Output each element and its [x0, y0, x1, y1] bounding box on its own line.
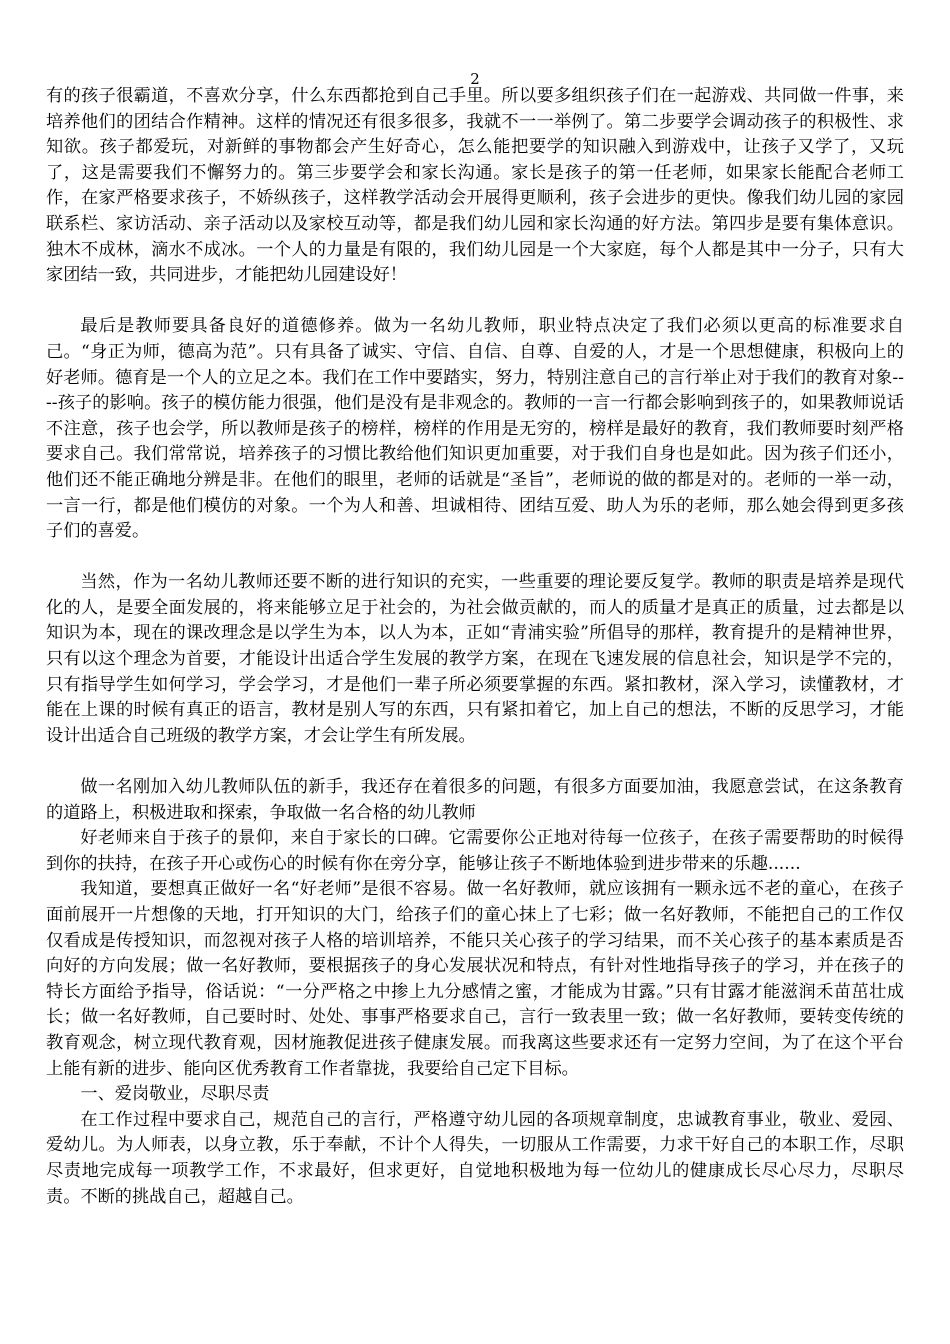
document-body — [46, 84, 904, 1210]
page-number: 2 — [470, 70, 480, 88]
section-heading: 一、爱岗敬业，尽职尽责 — [80, 1084, 270, 1105]
paragraph: 有的孩子很霸道，不喜欢分享，什么东西都抢到自己手里。所以要多组织孩子们在一起游戏、共同做一件事，来培养他们的团结合作精神。这样的情况还有很多很多，我就不一一举例了。第二步要学会调动孩子的积极性、求知欲。孩子都爱玩，对新鲜的事物都会产生好奇心，怎么能把要学的知识融入到游戏中，让孩子又学了，又玩了，这是需要我们不懈努力的。第三步要学会和家长沟通。家长是孩子的第一任老师，如果家长能配合老师工作，在家严格要求孩子，不娇纵孩子，这样教学活动会开展得更顺利，孩子会进步的更快。像我们幼儿园的家园联系栏、家访活动、亲子活动以及家校互动等，都是我们幼儿园和家长沟通的好方法。第四步是要有集体意识。独木不成林，滴水不成冰。一个人的力量是有限的，我们幼儿园是一个大家庭，每个人都是其中一分子，只有大家团结一致，共同进步，才能把幼儿园建设好！ — [46, 86, 904, 286]
paragraph: 当然，作为一名幼儿教师还要不断的进行知识的充实，一些重要的理论要反复学。教师的职责是培养是现代化的人，是要全面发展的，将来能够立足于社会的，为社会做贡献的，而人的质量才是真正的质量，过去都是以知识为本，现在的课改理念是以学生为本，以人为本，正如“青浦实验”所倡导的那样，教育提升的是精神世界，只有以这个理念为首要，才能设计出适合学生发展的教学方案，在现在飞速发展的信息社会，知识是学不完的，只有指导学生如何学习，学会学习，才是他们一辈子所必须要掌握的东西。紧扣教材，深入学习，读懂教材，才能在上课的时候有真正的语言，教材是别人写的东西，只有紧扣着它，加上自己的想法，不断的反思学习，才能设计出适合自己班级的教学方案，才会让学生有所发展。 — [46, 572, 904, 746]
paragraph: 做一名刚加入幼儿教师队伍的新手，我还存在着很多的问题，有很多方面要加油，我愿意尝试，在这条教育的道路上，积极进取和探索，争取做一名合格的幼儿教师 — [46, 777, 904, 823]
paragraph-gap — [46, 749, 904, 775]
paragraph: 我知道，要想真正做好一名“好老师”是很不容易。做一名好教师，就应该拥有一颗永远不老的童心，在孩子面前展开一片想像的天地，打开知识的大门，给孩子们的童心抹上了七彩；做一名好教师，不能把自己的工作仅仅看成是传授知识，而忽视对孩子人格的培训培养，不能只关心孩子的学习结果，而不关心孩子的基本素质是否向好的方向发展；做一名好教师，要根据孩子的身心发展状况和特点，有针对性地指导孩子的学习，并在孩子的特长方面给予指导，俗话说：“一分严格之中掺上九分感情之蜜，才能成为甘露。”只有甘露才能滋润禾苗茁壮成长；做一名好教师，自己要时时、处处、事事严格要求自己，言行一致表里一致；做一名好教师，要转变传统的教育观念，树立现代教育观，因材施教促进孩子健康发展。而我离这些要求还有一定努力空间，为了在这个平台上能有新的进步、能向区优秀教育工作者靠拢，我要给自己定下目标。 — [46, 879, 904, 1079]
paragraph-gap — [46, 289, 904, 315]
paragraph: 好老师来自于孩子的景仰，来自于家长的口碑。它需要你公正地对待每一位孩子，在孩子需要帮助的时候得到你的扶持，在孩子开心或伤心的时候有你在旁分享，能够让孩子不断地体验到进步带来的乐趣...... — [46, 828, 904, 874]
paragraph: 在工作过程中要求自己，规范自己的言行，严格遵守幼儿园的各项规章制度，忠诚教育事业，敬业、爱园、爱幼儿。为人师表，以身立教，乐于奉献，不计个人得失，一切服从工作需要，力求干好自己的本职工作，尽职尽责地完成每一项教学工作，不求最好，但求更好，自觉地积极地为每一位幼儿的健康成长尽心尽力，尽职尽责。不断的挑战自己，超越自己。 — [46, 1109, 904, 1207]
paragraph: 最后是教师要具备良好的道德修养。做为一名幼儿教师，职业特点决定了我们必须以更高的标准要求自己。“身正为师，德高为范”。只有具备了诚实、守信、自信、自尊、自爱的人，才是一个思想健康，积极向上的好老师。德育是一个人的立足之本。我们在工作中要踏实，努力，特别注意自己的言行举止对于我们的教育对象----孩子的影响。孩子的模仿能力很强，他们是没有是非观念的。教师的一言一行都会影响到孩子的，如果教师说话不注意，孩子也会学，所以教师是孩子的榜样，榜样的作用是无穷的，榜样是最好的教育，我们教师要时刻严格要求自己。我们常常说，培养孩子的习惯比教给他们知识更加重要，对于我们自身也是如此。因为孩子们还小，他们还不能正确地分辨是非。在他们的眼里，老师的话就是“圣旨”，老师说的做的都是对的。老师的一举一动，一言一行，都是他们模仿的对象。一个为人和善、坦诚相待、团结互爱、助人为乐的老师，那么她会得到更多孩子们的喜爱。 — [46, 316, 904, 542]
paragraph-gap — [46, 545, 904, 571]
